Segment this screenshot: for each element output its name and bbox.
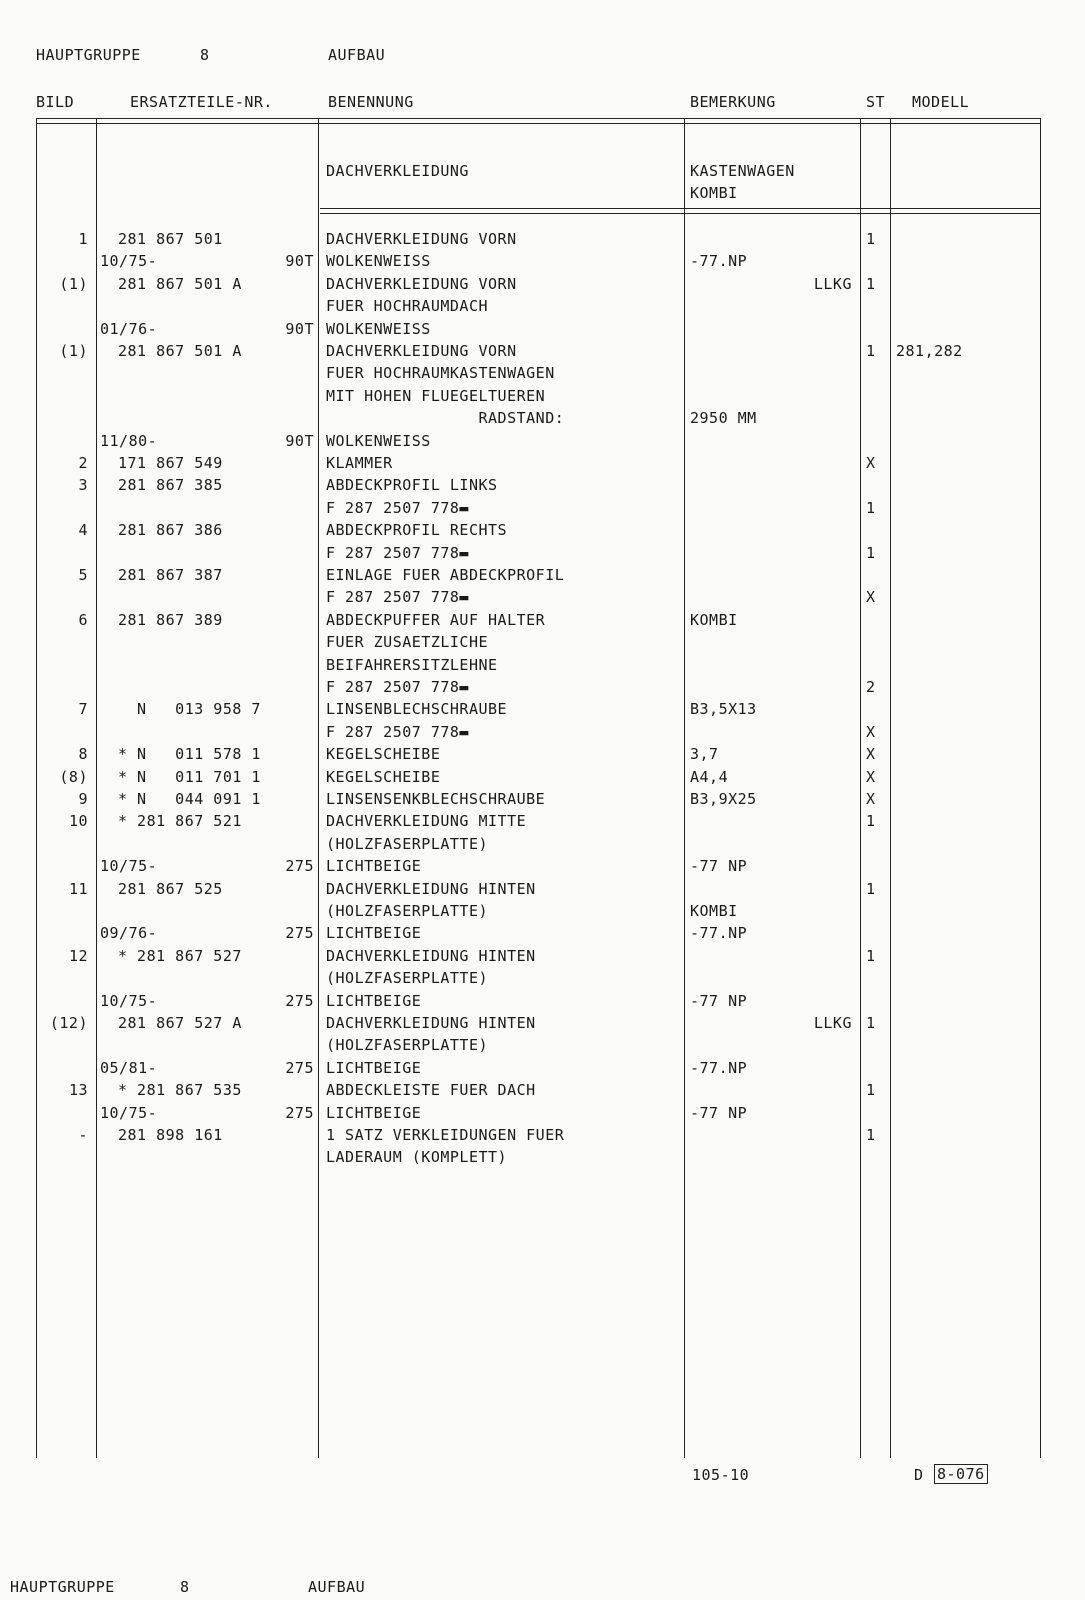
row-remark: -77 NP — [690, 992, 748, 1010]
section-rule-top — [320, 208, 1040, 209]
row-quantity: 1 — [866, 499, 876, 517]
row-description: DACHVERKLEIDUNG MITTE — [326, 812, 527, 830]
section-remark-2: KOMBI — [690, 184, 738, 202]
row-description: F 287 2507 778▬ — [326, 544, 469, 562]
col-header-ersatzteile: ERSATZTEILE-NR. — [130, 93, 273, 111]
row-description: FUER ZUSAETZLICHE — [326, 633, 489, 651]
row-part-number: 281 898 161 — [118, 1126, 223, 1144]
row-description: (HOLZFASERPLATTE) — [326, 835, 489, 853]
row-color-code: 275 — [285, 857, 314, 875]
row-color-code: 275 — [285, 1104, 314, 1122]
header-group-number: 8 — [200, 46, 210, 64]
col-divider-bild — [96, 118, 97, 1458]
row-description: MIT HOHEN FLUEGELTUEREN — [326, 387, 546, 405]
bottom-header-group-number: 8 — [180, 1578, 190, 1596]
row-part-number: 11/80- — [100, 432, 158, 450]
row-bild: 1 — [78, 230, 88, 248]
row-part-number: 281 867 501 A — [118, 342, 242, 360]
footer-letter: D — [914, 1466, 924, 1484]
row-description: RADSTAND: — [326, 409, 565, 427]
row-description: LICHTBEIGE — [326, 1059, 422, 1077]
col-divider-part — [318, 118, 319, 1458]
row-color-code: 275 — [285, 924, 314, 942]
row-quantity: 1 — [866, 342, 876, 360]
col-header-bild: BILD — [36, 93, 75, 111]
row-description: ABDECKPROFIL RECHTS — [326, 521, 508, 539]
col-divider-benennung — [684, 118, 685, 1458]
row-quantity: X — [866, 454, 876, 472]
row-part-number: 05/81- — [100, 1059, 158, 1077]
row-part-number: * 281 867 535 — [118, 1081, 242, 1099]
col-header-st: ST — [866, 93, 886, 111]
row-bild: 8 — [78, 745, 88, 763]
row-description: DACHVERKLEIDUNG HINTEN — [326, 947, 536, 965]
row-remark: KOMBI — [690, 902, 738, 920]
row-part-number: 10/75- — [100, 992, 158, 1010]
row-remark: 3,7 — [690, 745, 719, 763]
row-description: WOLKENWEISS — [326, 320, 431, 338]
section-remark-1: KASTENWAGEN — [690, 162, 795, 180]
row-bild: - — [78, 1126, 88, 1144]
row-description: LICHTBEIGE — [326, 924, 422, 942]
row-bild: 2 — [78, 454, 88, 472]
row-part-number: * N 011 578 1 — [118, 745, 261, 763]
row-description: F 287 2507 778▬ — [326, 723, 469, 741]
row-bild: 6 — [78, 611, 88, 629]
footer-page-number: 105-10 — [692, 1466, 750, 1484]
row-remark: -77.NP — [690, 252, 748, 270]
row-description: FUER HOCHRAUMDACH — [326, 297, 489, 315]
row-remark: A4,4 — [690, 768, 729, 786]
row-description: DACHVERKLEIDUNG VORN — [326, 275, 517, 293]
row-part-number: 10/75- — [100, 252, 158, 270]
row-description: 1 SATZ VERKLEIDUNGEN FUER — [326, 1126, 565, 1144]
row-color-code: 90T — [285, 252, 314, 270]
row-part-number: N 013 958 7 — [118, 700, 261, 718]
row-description: DACHVERKLEIDUNG HINTEN — [326, 880, 536, 898]
section-title: DACHVERKLEIDUNG — [326, 162, 469, 180]
row-color-code: 90T — [285, 320, 314, 338]
row-part-number: 281 867 501 — [118, 230, 223, 248]
row-quantity: 1 — [866, 812, 876, 830]
row-part-number: 10/75- — [100, 857, 158, 875]
row-description: F 287 2507 778▬ — [326, 588, 469, 606]
col-divider-st — [890, 118, 891, 1458]
header-group-title: AUFBAU — [328, 46, 386, 64]
row-part-number: 281 867 386 — [118, 521, 223, 539]
row-bild: (8) — [59, 768, 88, 786]
row-bild: 11 — [68, 880, 88, 898]
row-color-code: 90T — [285, 432, 314, 450]
col-divider-right — [1040, 118, 1041, 1458]
row-description: LADERAUM (KOMPLETT) — [326, 1148, 508, 1166]
row-quantity: 1 — [866, 1014, 876, 1032]
row-description: LINSENSENKBLECHSCHRAUBE — [326, 790, 546, 808]
row-model: 281,282 — [896, 342, 963, 360]
row-bild: (1) — [59, 275, 88, 293]
row-bild: (1) — [59, 342, 88, 360]
row-description: WOLKENWEISS — [326, 432, 431, 450]
row-description: ABDECKPROFIL LINKS — [326, 476, 498, 494]
row-description: ABDECKLEISTE FUER DACH — [326, 1081, 536, 1099]
col-header-modell: MODELL — [912, 93, 970, 111]
row-part-number: 281 867 387 — [118, 566, 223, 584]
row-quantity: 1 — [866, 947, 876, 965]
row-part-number: * N 044 091 1 — [118, 790, 261, 808]
row-color-code: 275 — [285, 1059, 314, 1077]
row-quantity: 1 — [866, 544, 876, 562]
row-description: (HOLZFASERPLATTE) — [326, 969, 489, 987]
row-part-number: 01/76- — [100, 320, 158, 338]
row-part-number: 281 867 527 A — [118, 1014, 242, 1032]
row-description: KLAMMER — [326, 454, 393, 472]
row-quantity: 1 — [866, 1081, 876, 1099]
row-description: LICHTBEIGE — [326, 1104, 422, 1122]
row-description: BEIFAHRERSITZLEHNE — [326, 656, 498, 674]
footer-code: 8-076 — [934, 1464, 988, 1484]
row-quantity: 1 — [866, 230, 876, 248]
row-remark: -77.NP — [690, 1059, 748, 1077]
row-description: WOLKENWEISS — [326, 252, 431, 270]
row-description: ABDECKPUFFER AUF HALTER — [326, 611, 546, 629]
row-description: LICHTBEIGE — [326, 857, 422, 875]
row-bild: 12 — [68, 947, 88, 965]
row-bild: 13 — [68, 1081, 88, 1099]
row-remark: 2950 MM — [690, 409, 757, 427]
row-remark: -77 NP — [690, 857, 748, 875]
row-part-number: 171 867 549 — [118, 454, 223, 472]
row-description: F 287 2507 778▬ — [326, 678, 469, 696]
row-part-number: 09/76- — [100, 924, 158, 942]
row-part-number: 281 867 501 A — [118, 275, 242, 293]
col-divider-bemerkung — [860, 118, 861, 1458]
row-quantity: 1 — [866, 880, 876, 898]
row-part-number: 281 867 389 — [118, 611, 223, 629]
row-bild: 9 — [78, 790, 88, 808]
col-header-bemerkung: BEMERKUNG — [690, 93, 776, 111]
row-quantity: 2 — [866, 678, 876, 696]
col-header-benennung: BENENNUNG — [328, 93, 414, 111]
row-description: KEGELSCHEIBE — [326, 745, 441, 763]
row-description: DACHVERKLEIDUNG HINTEN — [326, 1014, 536, 1032]
row-bild: 5 — [78, 566, 88, 584]
row-color-code: 275 — [285, 992, 314, 1010]
row-description: EINLAGE FUER ABDECKPROFIL — [326, 566, 565, 584]
row-description: LICHTBEIGE — [326, 992, 422, 1010]
row-quantity: X — [866, 790, 876, 808]
row-bild: 10 — [68, 812, 88, 830]
header-group-label: HAUPTGRUPPE — [36, 46, 141, 64]
section-rule-bottom — [320, 213, 1040, 214]
row-bild: 4 — [78, 521, 88, 539]
row-description: LINSENBLECHSCHRAUBE — [326, 700, 508, 718]
row-quantity: 1 — [866, 1126, 876, 1144]
row-quantity: X — [866, 768, 876, 786]
row-part-number: * 281 867 521 — [118, 812, 242, 830]
row-quantity: X — [866, 723, 876, 741]
row-remark-llkg: LLKG — [813, 275, 852, 293]
row-description: DACHVERKLEIDUNG VORN — [326, 230, 517, 248]
row-description: F 287 2507 778▬ — [326, 499, 469, 517]
row-remark: KOMBI — [690, 611, 738, 629]
row-part-number: 281 867 525 — [118, 880, 223, 898]
row-quantity: 1 — [866, 275, 876, 293]
row-part-number: 10/75- — [100, 1104, 158, 1122]
row-bild: (12) — [49, 1014, 88, 1032]
row-description: FUER HOCHRAUMKASTENWAGEN — [326, 364, 555, 382]
row-remark: -77.NP — [690, 924, 748, 942]
row-quantity: X — [866, 745, 876, 763]
row-bild: 7 — [78, 700, 88, 718]
row-description: (HOLZFASERPLATTE) — [326, 1036, 489, 1054]
row-remark: B3,9X25 — [690, 790, 757, 808]
row-remark-llkg: LLKG — [813, 1014, 852, 1032]
row-part-number: * N 011 701 1 — [118, 768, 261, 786]
row-bild: 3 — [78, 476, 88, 494]
bottom-header-group-title: AUFBAU — [308, 1578, 366, 1596]
row-remark: B3,5X13 — [690, 700, 757, 718]
row-quantity: X — [866, 588, 876, 606]
row-part-number: 281 867 385 — [118, 476, 223, 494]
row-remark: -77 NP — [690, 1104, 748, 1122]
row-description: (HOLZFASERPLATTE) — [326, 902, 489, 920]
row-part-number: * 281 867 527 — [118, 947, 242, 965]
bottom-header-group-label: HAUPTGRUPPE — [10, 1578, 115, 1596]
row-description: DACHVERKLEIDUNG VORN — [326, 342, 517, 360]
row-description: KEGELSCHEIBE — [326, 768, 441, 786]
